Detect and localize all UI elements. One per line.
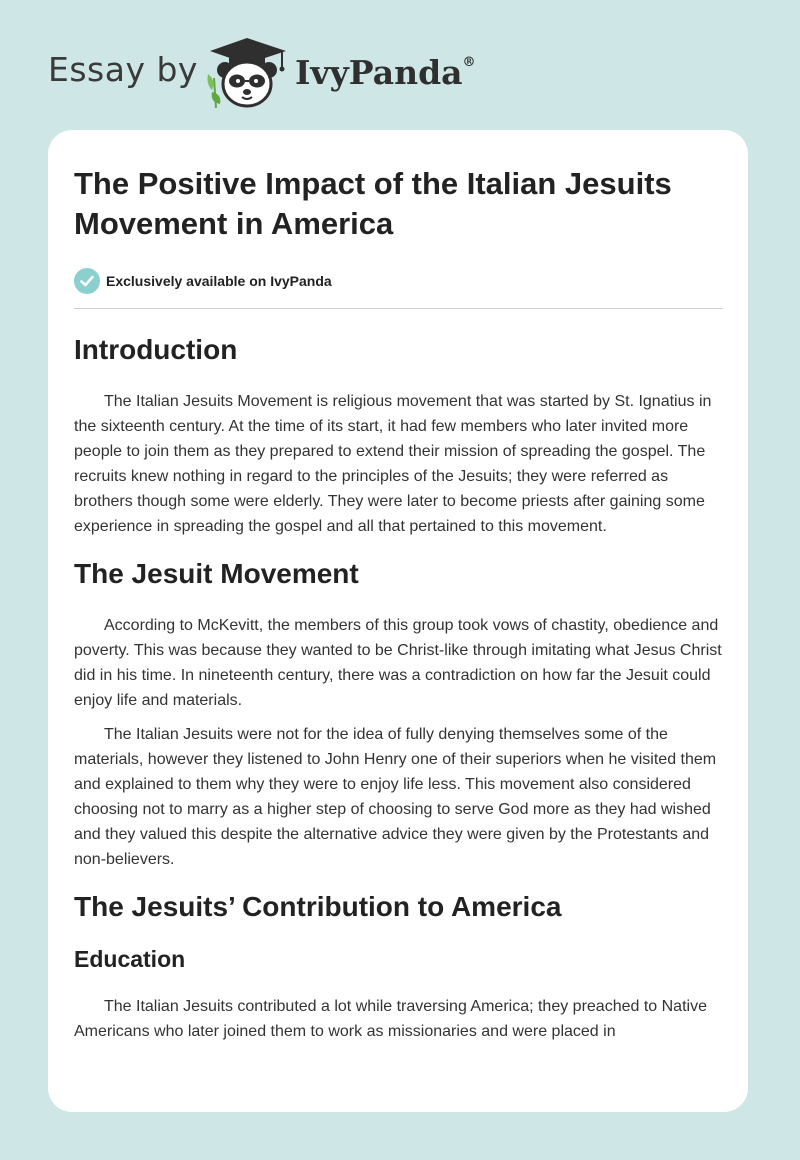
essay-by-label: Essay by bbox=[48, 50, 198, 89]
essay-card bbox=[48, 130, 748, 1112]
subheading-education: Education bbox=[74, 946, 186, 972]
essay-title: The Positive Impact of the Italian Jesuits Movement in America bbox=[74, 166, 672, 241]
section-heading-contribution: The Jesuits’ Contribution to America bbox=[74, 891, 562, 922]
registered-mark: ® bbox=[462, 55, 476, 70]
check-circle-icon bbox=[74, 268, 100, 294]
paragraph-jesuit-movement-2: The Italian Jesuits were not for the idea of fully denying themselves some of the materials, however they listened to John Henry one of their superiors when he visited them and explained to them why they were to enjoy life less. This movement also considered choosing not to marry as a higher step of choosing to serve God more as they had wished and they valued this despite the alternative advice they were given by the Protestants and non-believers. bbox=[74, 726, 717, 868]
brand-name[interactable]: IvyPanda® bbox=[295, 53, 476, 92]
paragraph-introduction-1: The Italian Jesuits Movement is religious movement that was started by St. Ignatius in the sixteenth century. At the time of its start, it had few members who later invited more people to join them as they prepared to extend their mission of spreading the gospel. The recruits knew nothing in regard to the principles of the Jesuits; they were referred as brothers though some were elderly. They were later to become priests after gaining some experience in spreading the gospel and all that pertained to this movement. bbox=[74, 393, 712, 535]
essay-content bbox=[74, 164, 722, 1044]
panda-graduate-icon[interactable] bbox=[202, 34, 292, 110]
section-heading-introduction: Introduction bbox=[74, 334, 238, 365]
divider bbox=[74, 308, 723, 309]
exclusive-label: Exclusively available on IvyPanda bbox=[106, 273, 332, 289]
section-heading-jesuit-movement: The Jesuit Movement bbox=[74, 558, 359, 589]
paragraph-education-1: The Italian Jesuits contributed a lot while traversing America; they preached to Native Americans who later joined them to work as missionaries and were placed in bbox=[74, 998, 707, 1040]
exclusive-badge bbox=[74, 268, 722, 294]
paragraph-jesuit-movement-1: According to McKevitt, the members of this group took vows of chastity, obedience and poverty. This was because they wanted to be Christ-like through imitating what Jesus Christ did in his time. In nineteenth century, there was a contradiction on how far the Jesuit could enjoy life and materials. bbox=[74, 617, 722, 709]
site-header bbox=[48, 34, 548, 114]
